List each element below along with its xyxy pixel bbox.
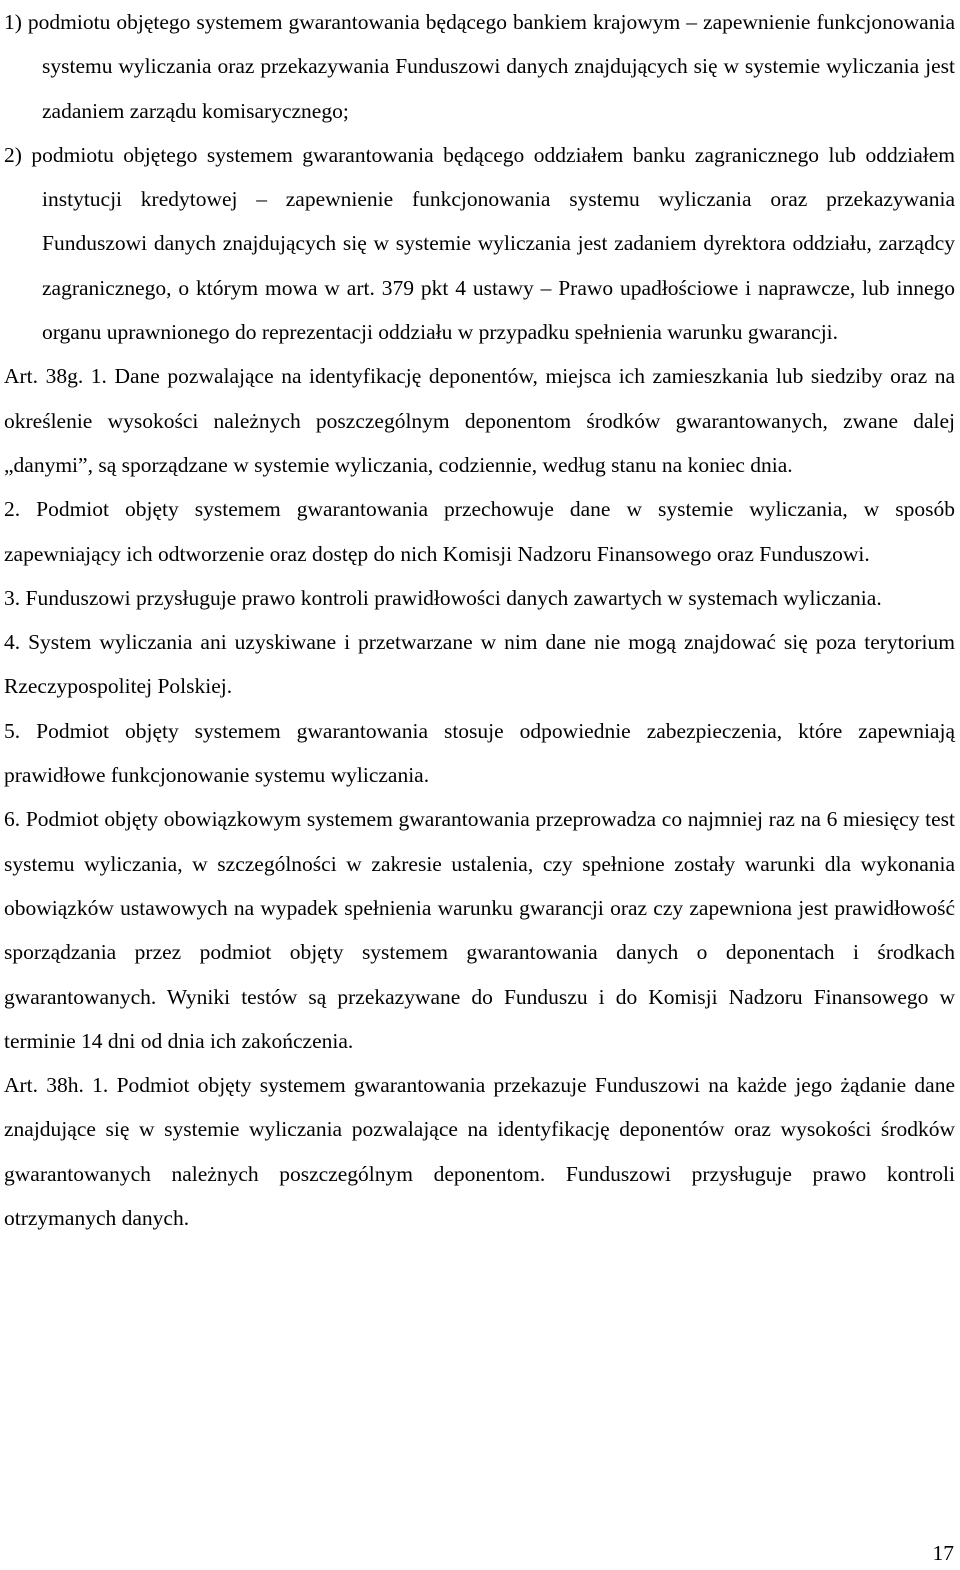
- article-38g-paragraph-1: Art. 38g. 1. Dane pozwalające na identyfikację deponentów, miejsca ich zamieszkania lub siedziby oraz na określenie wysokości należnych poszczególnym deponentom środków gwarantowanych, zwane dalej „danymi”, są sporządzane w systemie wyliczania, codziennie, według stanu na koniec dnia.: [4, 364, 955, 477]
- list-item-1: 1) podmiotu objętego systemem gwarantowania będącego bankiem krajowym – zapewnienie funkcjonowania systemu wyliczania oraz przekazywania Funduszowi danych znajdujących się w systemie wyliczania jest zadaniem zarządu komisarycznego;: [4, 10, 955, 123]
- page-number: 17: [932, 1541, 954, 1565]
- article-38g-paragraph-2: 2. Podmiot objęty systemem gwarantowania przechowuje dane w systemie wyliczania, w sposób zapewniający ich odtworzenie oraz dostęp do nich Komisji Nadzoru Finansowego oraz Funduszowi.: [4, 497, 955, 566]
- article-38h-paragraph-1: Art. 38h. 1. Podmiot objęty systemem gwarantowania przekazuje Funduszowi na każde jego żądanie dane znajdujące się w systemie wyliczania pozwalające na identyfikację deponentów oraz wysokości środków gwarantowanych należnych poszczególnym deponentom. Funduszowi przysługuje prawo kontroli otrzymanych danych.: [4, 1073, 955, 1231]
- document-body: [4, 0, 955, 1240]
- article-38g-paragraph-4: 4. System wyliczania ani uzyskiwane i przetwarzane w nim dane nie mogą znajdować się poza terytorium Rzeczypospolitej Polskiej.: [4, 630, 955, 699]
- article-38g-paragraph-6: 6. Podmiot objęty obowiązkowym systemem gwarantowania przeprowadza co najmniej raz na 6 miesięcy test systemu wyliczania, w szczególności w zakresie ustalenia, czy spełnione zostały warunki dla wykonania obowiązków ustawowych na wypadek spełnienia warunku gwarancji oraz czy zapewniona jest prawidłowość sporządzania przez podmiot objęty systemem gwarantowania danych o deponentach i środkach gwarantowanych. Wyniki testów są przekazywane do Funduszu i do Komisji Nadzoru Finansowego w terminie 14 dni od dnia ich zakończenia.: [4, 807, 955, 1053]
- article-38g-paragraph-5: 5. Podmiot objęty systemem gwarantowania stosuje odpowiednie zabezpieczenia, które zapewniają prawidłowe funkcjonowanie systemu wyliczania.: [4, 718, 955, 788]
- list-item-2: 2) podmiotu objętego systemem gwarantowania będącego oddziałem banku zagranicznego lub oddziałem instytucji kredytowej – zapewnienie funkcjonowania systemu wyliczania oraz przekazywania Funduszowi danych znajdujących się w systemie wyliczania jest zadaniem dyrektora oddziału, zarządcy zagranicznego, o którym mowa w art. 379 pkt 4 ustawy – Prawo upadłościowe i naprawcze, lub innego organu uprawnionego do reprezentacji oddziału w przypadku spełnienia warunku gwarancji.: [4, 142, 955, 345]
- article-38g-paragraph-3: 3. Funduszowi przysługuje prawo kontroli prawidłowości danych zawartych w systemach wyliczania.: [4, 585, 882, 610]
